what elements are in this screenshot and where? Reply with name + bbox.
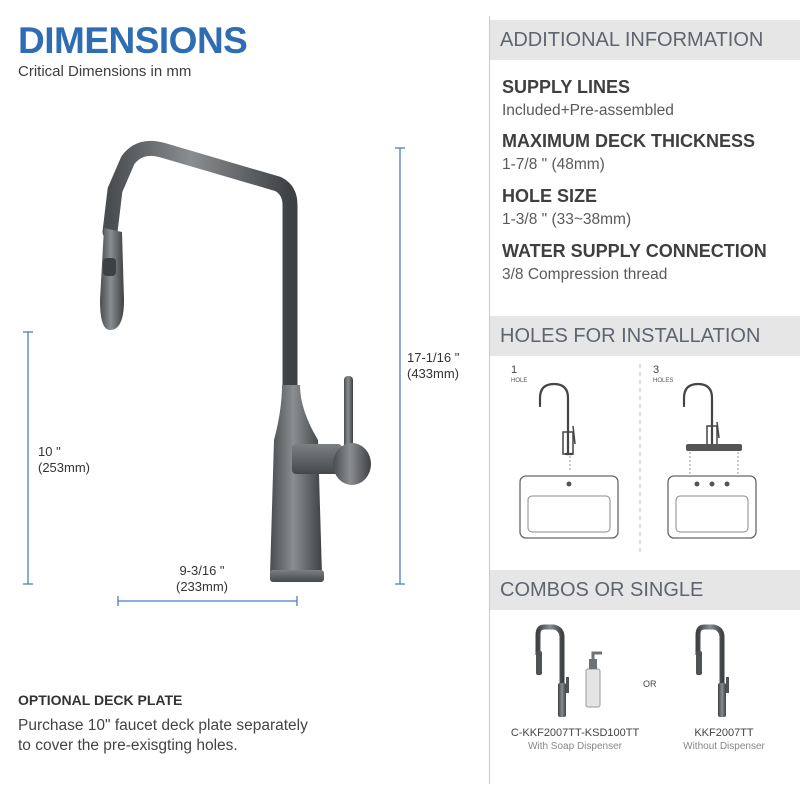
deck-plate-line-1: Purchase 10" faucet deck plate separately — [18, 717, 308, 734]
info-value-supply-lines: Included+Pre-assembled — [502, 102, 674, 119]
combos-illustration — [490, 615, 800, 725]
reach-label — [176, 563, 228, 595]
sprayer-head — [100, 228, 124, 330]
holes-right-num: 3 — [653, 364, 660, 376]
soap-dispenser — [586, 653, 602, 707]
holes-right-label: HOLES — [653, 378, 674, 384]
three-hole-faucet — [684, 384, 712, 444]
height-left-mm: (253mm) — [38, 460, 91, 475]
height-left-value: 10 " — [38, 444, 61, 459]
page-subtitle: Critical Dimensions in mm — [18, 63, 192, 80]
info-label-supply-lines: SUPPLY LINES — [502, 77, 631, 97]
faucet-base — [270, 570, 324, 582]
combos-or: OR — [643, 679, 657, 689]
info-value-deck-thickness: 1-7/8 " (48mm) — [502, 156, 605, 173]
combo-faucet-right — [696, 627, 729, 717]
info-label-deck-thickness: MAXIMUM DECK THICKNESS — [502, 131, 756, 151]
reach-value: 9-3/16 " — [179, 563, 225, 578]
holes-band: HOLES FOR INSTALLATION — [490, 316, 800, 356]
height-right-mm: (433mm) — [407, 366, 460, 381]
holes-left-num: 1 — [511, 364, 518, 376]
additional-info-band: ADDITIONAL INFORMATION — [490, 20, 800, 60]
combo-left-code: C-KKF2007TT-KSD100TT — [510, 727, 640, 739]
faucet-diagram — [0, 0, 490, 640]
height-left-label — [38, 444, 90, 476]
page-title: DIMENSIONS — [18, 20, 248, 61]
holes-left-label: HOLE — [511, 378, 528, 384]
deck-plate-line-2: to cover the pre-exisgting holes. — [18, 737, 238, 754]
info-label-hole-size: HOLE SIZE — [502, 186, 598, 206]
deck-plate-title: OPTIONAL DECK PLATE — [18, 692, 183, 708]
combo-right-sub: Without Dispenser — [683, 741, 765, 752]
combo-left-sub: With Soap Dispenser — [528, 741, 622, 752]
info-label-water-supply: WATER SUPPLY CONNECTION — [502, 241, 767, 261]
one-hole-faucet — [540, 384, 572, 454]
height-right-value: 17-1/16 " — [407, 350, 460, 365]
combo-faucet-left — [536, 627, 569, 717]
faucet-body — [270, 385, 322, 575]
height-right-label — [407, 350, 459, 382]
combo-right-code: KKF2007TT — [694, 727, 754, 739]
info-value-hole-size: 1-3/8 " (33~38mm) — [502, 211, 632, 228]
faucet-spout — [110, 148, 290, 385]
reach-mm: (233mm) — [176, 579, 229, 594]
deck-plate-text — [18, 716, 358, 756]
holes-diagram — [490, 356, 800, 566]
combos-band: COMBOS OR SINGLE — [490, 570, 800, 610]
faucet-handle — [333, 443, 371, 485]
deck-plate — [686, 444, 742, 451]
info-value-water-supply: 3/8 Compression thread — [502, 266, 668, 283]
